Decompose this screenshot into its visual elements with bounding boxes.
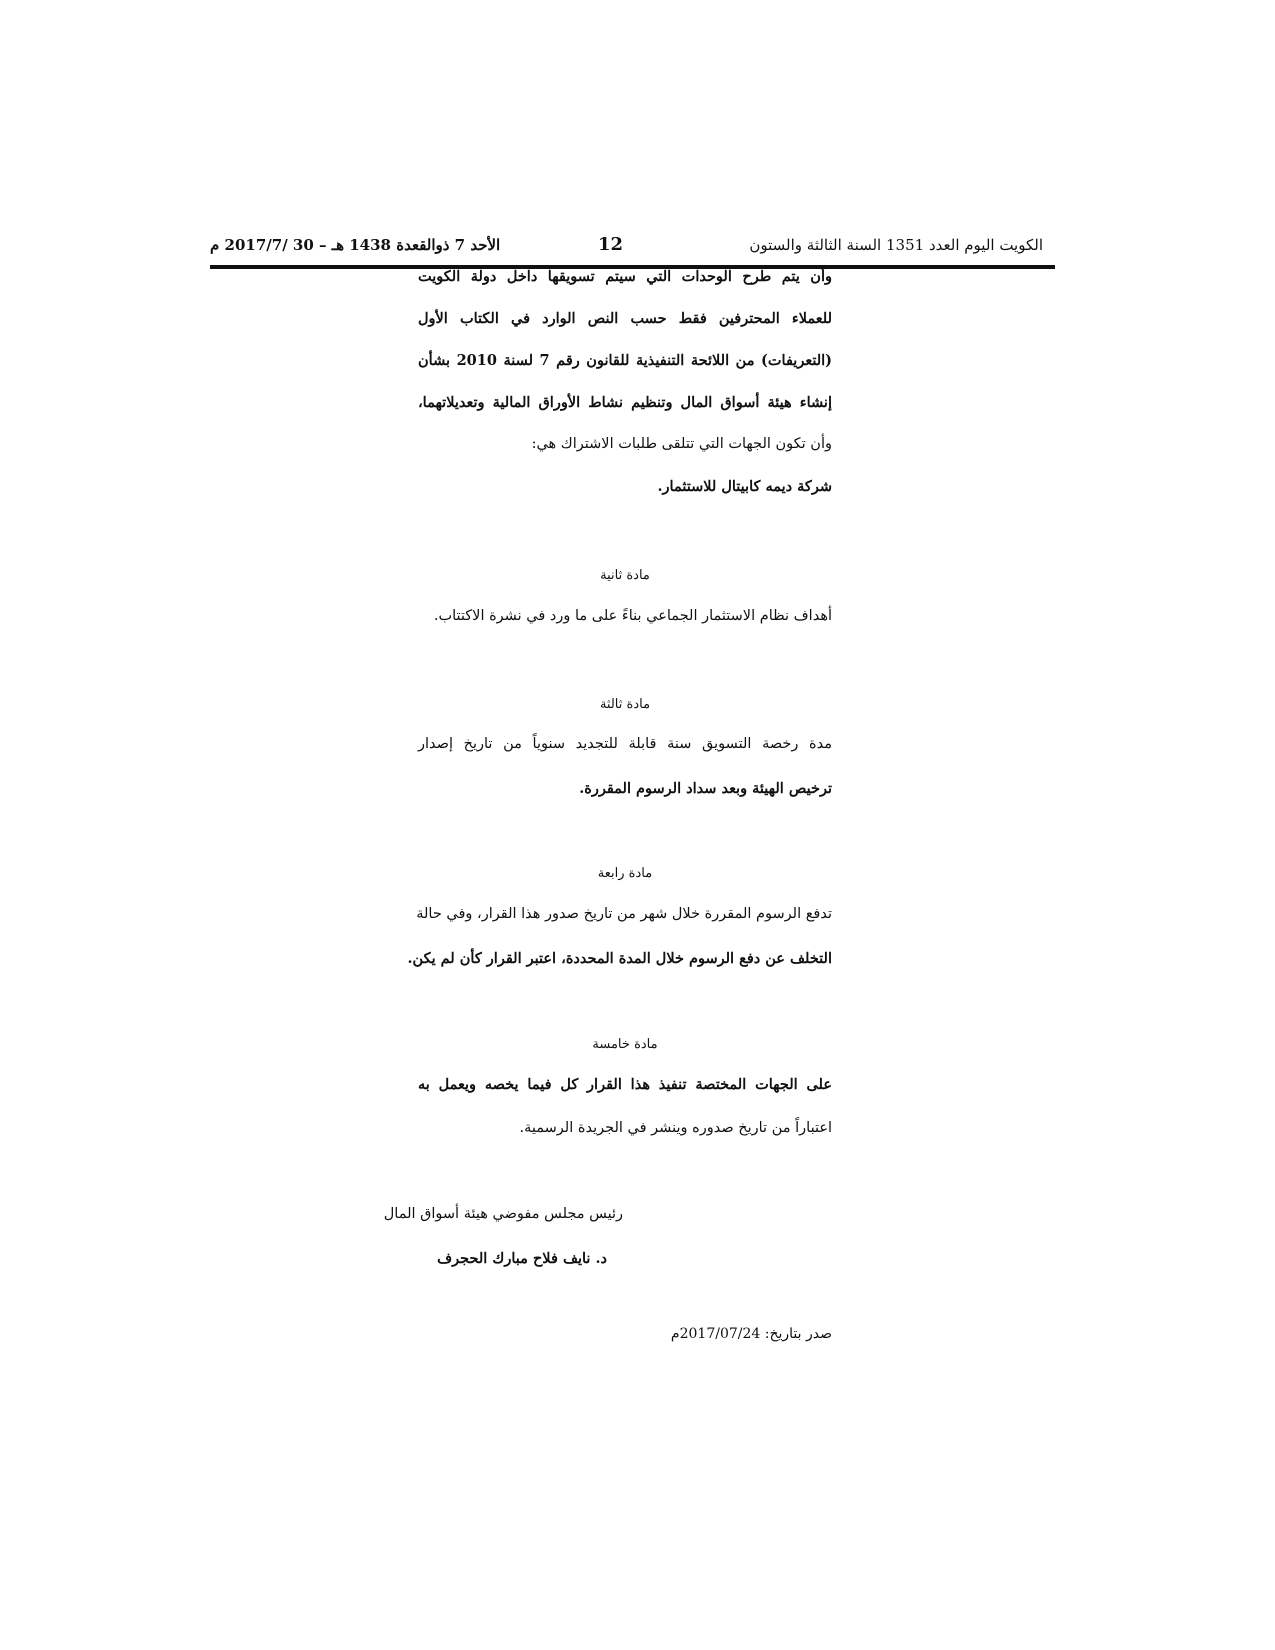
text-line: مدة رخصة التسويق سنة قابلة للتجديد سنوياً من تاريخ إصدار <box>418 736 832 752</box>
text-line: اعتباراً من تاريخ صدوره وينشر في الجريدة الرسمية. <box>519 1120 832 1136</box>
article-3-title: مادة ثالثة <box>599 697 651 712</box>
text-line: أهداف نظام الاستثمار الجماعي بناءً على ما ورد في نشرة الاكتتاب. <box>433 608 832 624</box>
text-line: وأن يتم طرح الوحدات التي سيتم تسويقها داخل دولة الكويت <box>418 268 832 285</box>
article-4-title: مادة رابعة <box>597 866 653 881</box>
text-line: ترخيص الهيئة وبعد سداد الرسوم المقررة. <box>579 780 832 797</box>
article-2-title: مادة ثانية <box>600 568 650 583</box>
article-5-body <box>418 1076 832 1146</box>
publication-info: الكويت اليوم العدد 1351 السنة الثالثة والستون <box>749 236 1043 254</box>
article-2-body <box>418 608 832 638</box>
page-number: 12 <box>597 234 624 255</box>
text-line: التخلف عن دفع الرسوم خلال المدة المحددة، اعتبر القرار كأن لم يكن. <box>407 950 832 967</box>
text-line: تدفع الرسوم المقررة خلال شهر من تاريخ صدور هذا القرار، وفي حالة <box>416 906 832 922</box>
article-4-body <box>407 906 832 976</box>
signatory-name: د. نايف فلاح مبارك الحجرف <box>437 1250 607 1267</box>
article-5-title: مادة خامسة <box>592 1037 658 1052</box>
page-header <box>210 236 1043 266</box>
text-line: (التعريفات) من اللائحة التنفيذية للقانون رقم 7 لسنة 2010 بشأن <box>418 352 832 369</box>
signatory-role: رئيس مجلس مفوضي هيئة أسواق المال <box>383 1206 623 1222</box>
text-line: للعملاء المحترفين فقط حسب النص الوارد في الكتاب الأول <box>418 310 832 327</box>
intro-paragraph <box>418 268 832 508</box>
text-line: شركة ديمه كابيتال للاستثمار. <box>657 478 832 495</box>
text-line: وأن تكون الجهات التي تتلقى طلبات الاشتراك هي: <box>531 436 832 452</box>
text-line: إنشاء هيئة أسواق المال وتنظيم نشاط الأوراق المالية وتعديلاتهما، <box>418 394 832 411</box>
issued-date: صدر بتاريخ: 2017/07/24م <box>670 1326 832 1342</box>
issue-date: الأحد 7 ذوالقعدة 1438 هـ – 30 /2017/7 م <box>210 236 501 254</box>
article-3-body <box>418 736 832 806</box>
text-line: على الجهات المختصة تنفيذ هذا القرار كل فيما يخصه ويعمل به <box>418 1076 832 1093</box>
